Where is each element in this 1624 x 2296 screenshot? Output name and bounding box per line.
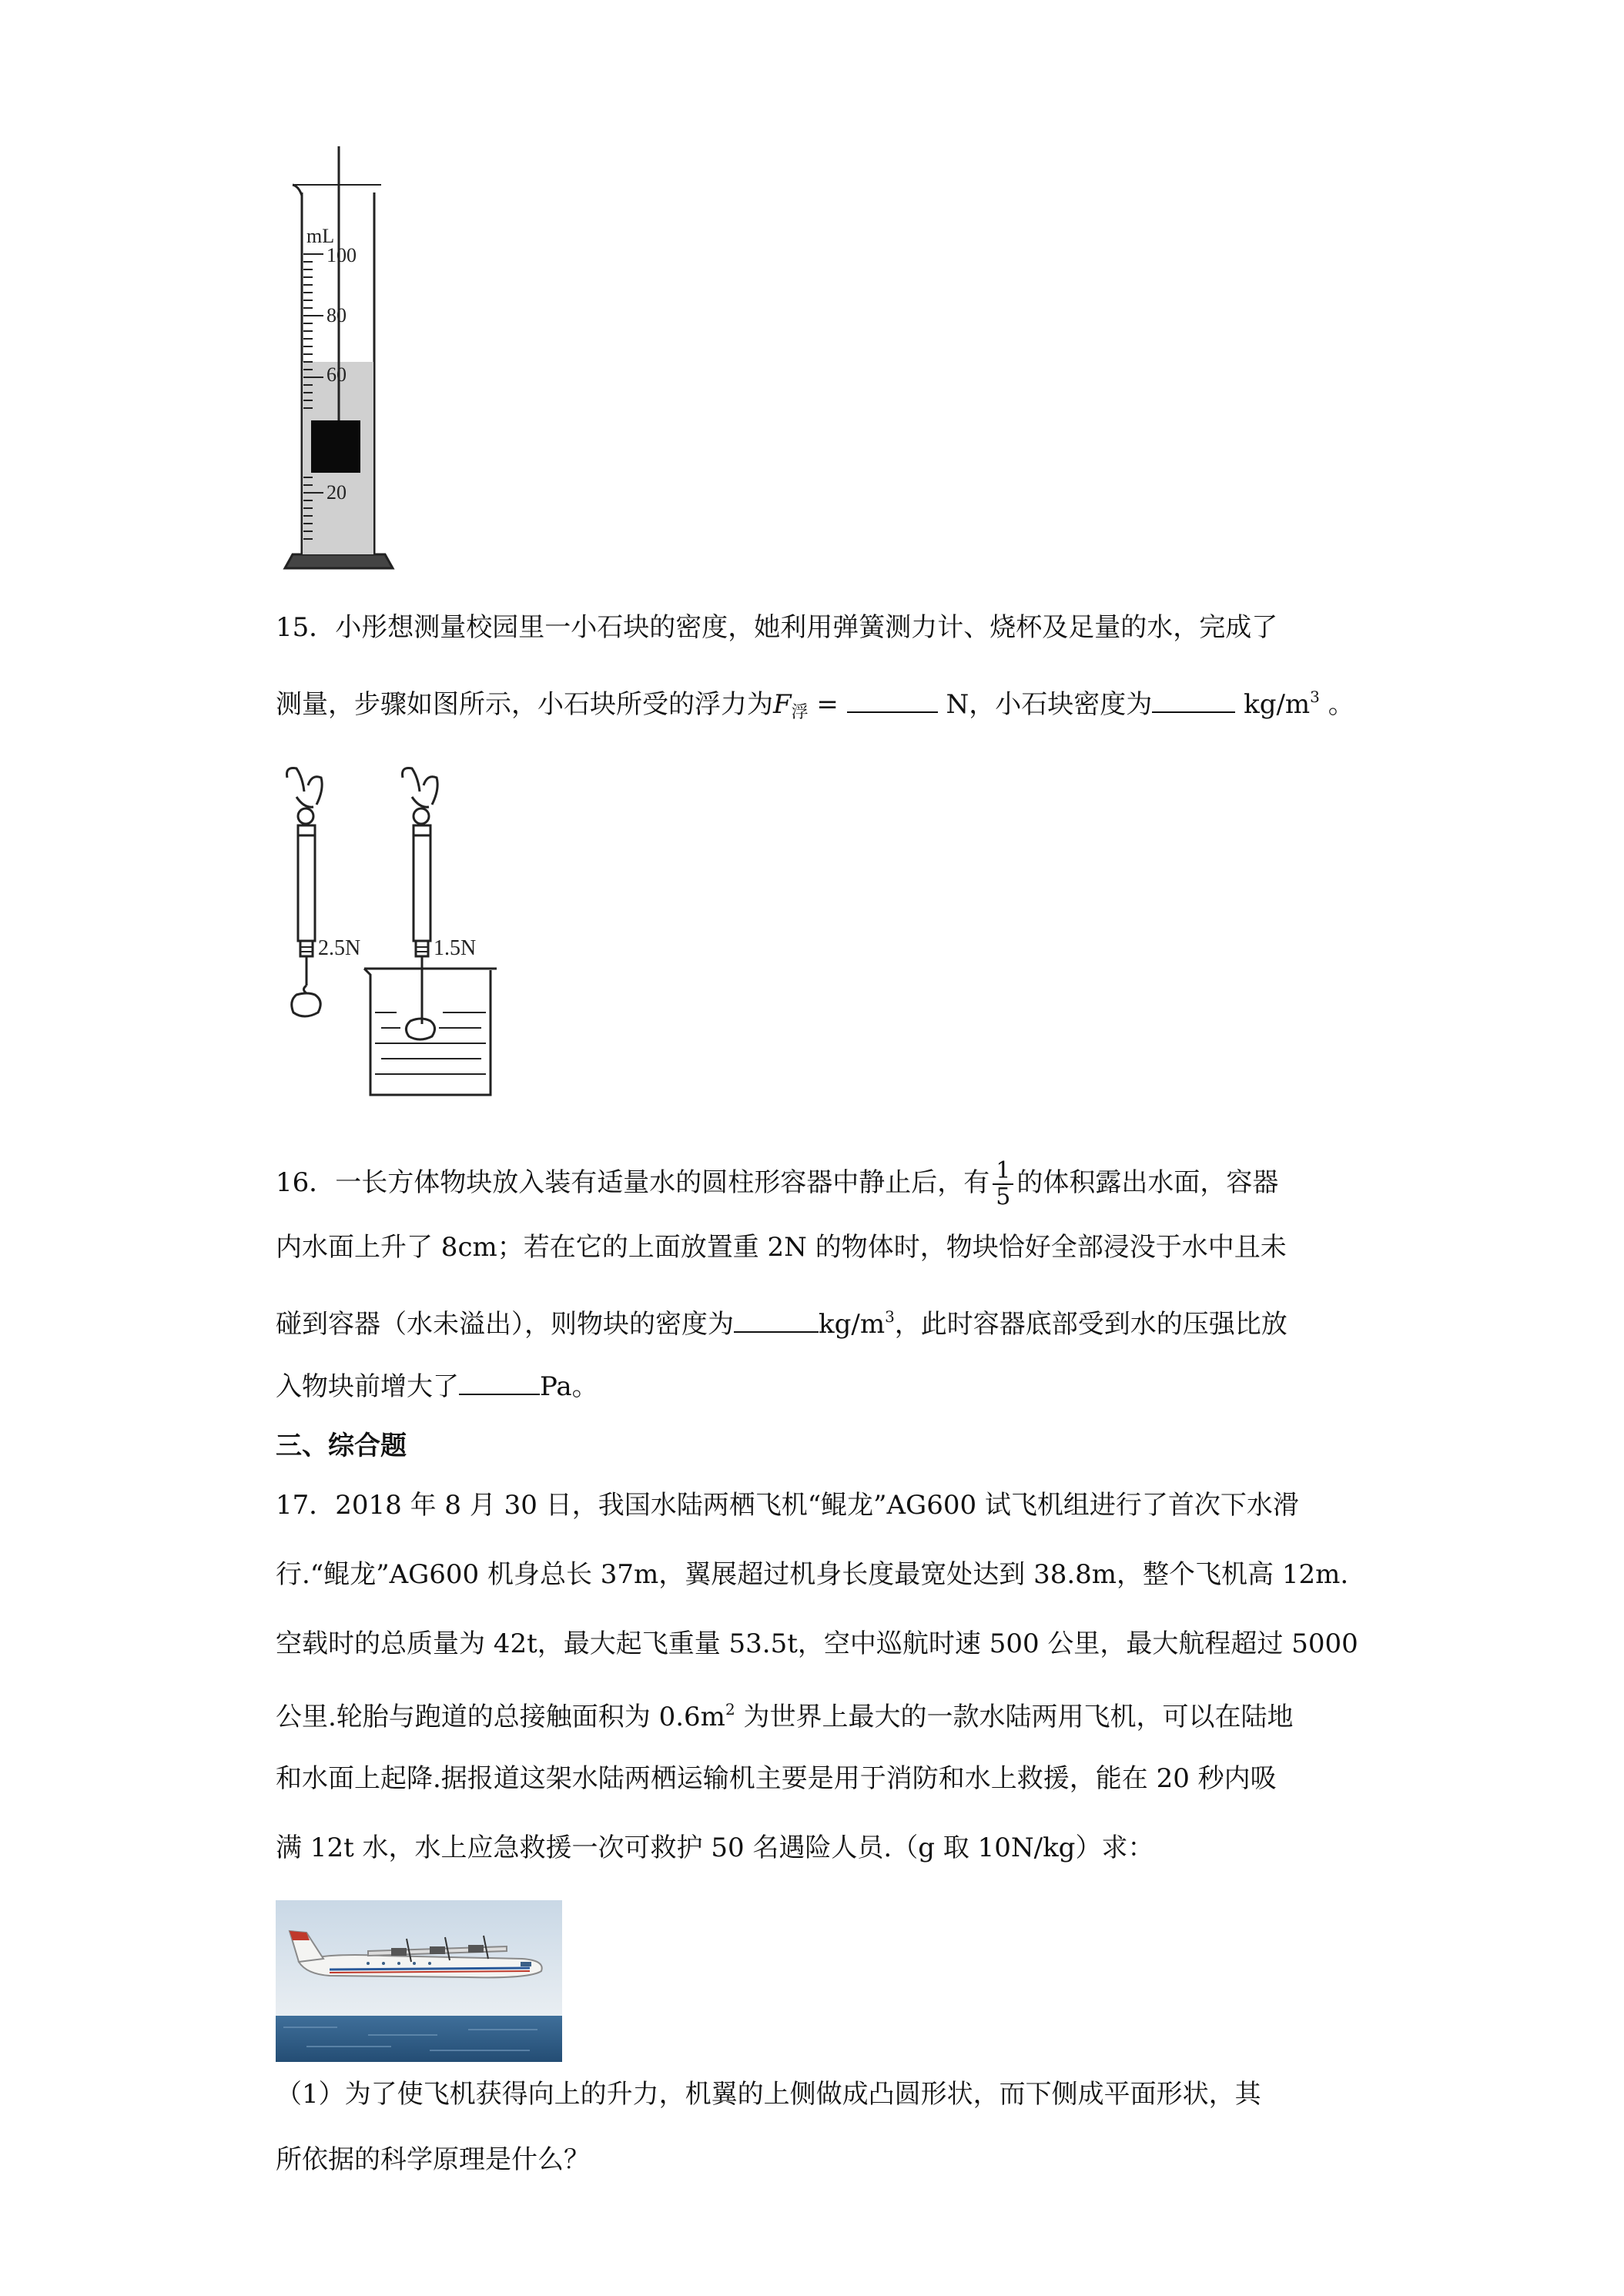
q17-line6: 满 12t 水，水上应急救援一次可救护 50 名遇险人员.（g 取 10N/kg）求： bbox=[276, 1832, 1154, 1863]
q16-blank-density[interactable] bbox=[734, 1308, 819, 1333]
q15-blank-density[interactable] bbox=[1152, 688, 1235, 713]
section-heading: 三、综合题 bbox=[276, 1431, 407, 1461]
q16-line4: 入物块前增大了 Pa。 bbox=[276, 1371, 598, 1402]
q16-line3: 碰到容器（水未溢出），则物块的密度为 $kg/m^3$，此时容器底部受到水的压强比放 bbox=[276, 1307, 1287, 1340]
graduated-cylinder-figure bbox=[277, 146, 400, 577]
q16-line2: 内水面上升了 8cm；若在它的上面放置重 2N 的物体时，物块恰好全部浸没于水中且未 bbox=[276, 1232, 1287, 1263]
q17-sub1-line1: （1）为了使飞机获得向上的升力，机翼的上侧做成凸圆形状，而下侧成平面形状，其 bbox=[276, 2079, 1261, 2110]
seaplane-photo bbox=[276, 1900, 562, 2062]
q17-line3: 空载时的总质量为 42t，最大起飞重量 53.5t，空中巡航时速 500 公里，最大航程超过 5000 bbox=[276, 1628, 1358, 1659]
q17-line4: 公里.轮胎与跑道的总接触面积为 $0.6m^2$ 为世界上最大的一款水陆两用飞机，可以在陆地 bbox=[276, 1700, 1294, 1732]
q15-line1: 15．小彤想测量校园里一小石块的密度，她利用弹簧测力计、烧杯及足量的水，完成了 bbox=[276, 612, 1278, 643]
spring-scale-figure bbox=[273, 762, 497, 1105]
cylinder-unit-label: mL bbox=[306, 225, 335, 247]
fraction-one-fifth: $\frac{1}{5}$ bbox=[993, 1159, 1013, 1210]
cylinder-mark-60: 60 bbox=[326, 363, 347, 386]
q17-line5: 和水面上起降.据报道这架水陆两栖运输机主要是用于消防和水上救援，能在 20 秒内吸 bbox=[276, 1763, 1277, 1794]
cylinder-mark-100: 100 bbox=[326, 244, 357, 266]
scale-reading-2: 1.5N bbox=[434, 936, 477, 960]
q16-blank-pressure[interactable] bbox=[459, 1371, 540, 1395]
buoyancy-symbol: F bbox=[773, 689, 792, 720]
q17-line2: 行.“鲲龙”AG600 机身总长 37m，翼展超过机身长度最宽处达到 38.8m，整个飞机高 12m. bbox=[276, 1559, 1349, 1590]
cylinder-mark-80: 80 bbox=[326, 304, 347, 326]
cylinder-mark-20: 20 bbox=[326, 481, 347, 504]
q15-line2: 测量，步骤如图所示，小石块所受的浮力为$F_浮 = N$，小石块密度为 $kg/m^3$ 。 bbox=[276, 688, 1354, 722]
q16-line1: 16．一长方体物块放入装有适量水的圆柱形容器中静止后，有 $\frac{1}{5}$ 的体积露出水面，容器 bbox=[276, 1157, 1279, 1210]
q17-sub1-line2: 所依据的科学原理是什么？ bbox=[276, 2144, 590, 2175]
q17-line1: 17．2018 年 8 月 30 日，我国水陆两栖飞机“鲲龙”AG600 试飞机组进行了首次下水滑 bbox=[276, 1490, 1299, 1521]
q15-blank-buoyancy[interactable] bbox=[847, 688, 938, 713]
scale-reading-1: 2.5N bbox=[318, 936, 361, 960]
